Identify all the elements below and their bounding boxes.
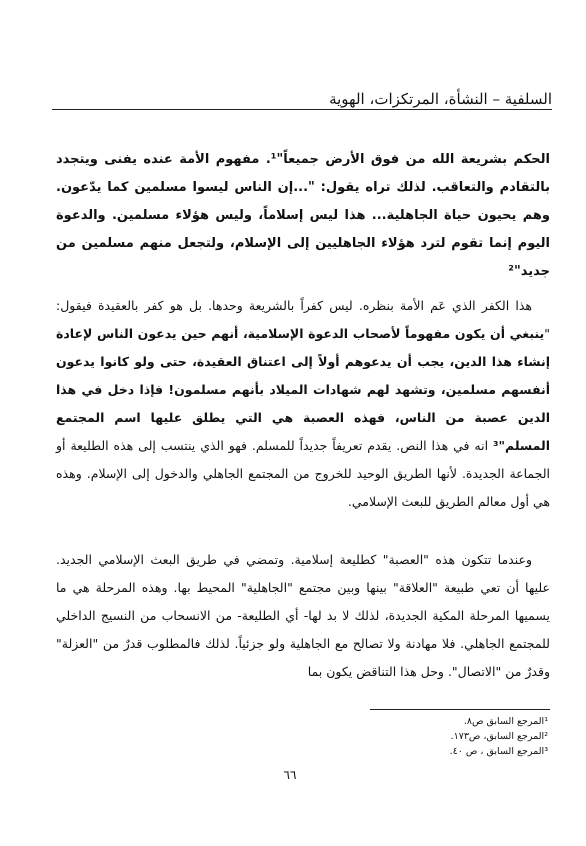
paragraph-1: الحكم بشريعة الله من فوق الأرض جميعاً"¹. مفهوم الأمة عنده يفنى ويتجدد بالتقادم والتعاقب. لذلك تراه يقول: "...إن الناس ليسوا مسلمين كما يدّعون. وهم يحيون حياة الجاهلية... هذا ليس إسلاماً، وليس هؤلاء مسلمين. والدعوة اليوم إنما تقوم لترد هؤلاء الجاهليين إلى الإسلام، ولتجعل منهم مسلمين من جديد"² — [56, 152, 550, 279]
header-rule — [52, 109, 552, 110]
page-number: ٦٦ — [283, 768, 297, 782]
paragraph-2-commentary: انه في هذا النص. يقدم تعريفاً جديداً للمسلم. فهو الذي ينتسب إلى هذه الطليعة أو الجماعة الجديدة. لأنها الطريق الوحيد للخروج من المجتمع الجاهلي والدخول إلى الإسلام. وهذه هي أول معالم الطريق للبعث الإسلامي. — [56, 438, 550, 509]
footnotes — [300, 714, 548, 759]
footnote-2: ²المرجع السابق، ص١٧٣. — [450, 731, 548, 742]
paragraph-2-quote: ينبغي أن يكون مفهوماً لأصحاب الدعوة الإسلامية، أنهم حين يدعون الناس لإعادة إنشاء هذا الدين، يجب أن يدعوهم أولاً إلى اعتناق العقيدة، حتى ولو كانوا يدعون أنفسهم مسلمين، وتشهد لهم شهادات الميلاد بأنهم مسلمون! فإذا دخل في هذا الدين عصبة من الناس، فهذه العصبة هي التي يطلق عليها اسم المجتمع المسلم"³ — [56, 326, 550, 453]
running-header: السلفية – النشأة، المرتكزات، الهوية — [329, 90, 552, 108]
paragraph-2-intro: هذا الكفر الذي عَم الأمة بنظره. ليس كفراً بالشريعة وحدها. بل هو كفر بالعقيدة فيقول: " — [56, 298, 550, 341]
footnote-1: ¹المرجع السابق ص٨. — [463, 716, 548, 727]
paragraph-3 — [56, 546, 550, 686]
footnote-rule — [370, 709, 550, 710]
footnote-3: ³المرجع السابق ، ص ٤٠. — [449, 746, 548, 757]
paragraph-2 — [56, 292, 550, 516]
paragraph-3-text: وعندما تتكون هذه "العصبة" كطليعة إسلامية. وتمضي في طريق البعث الإسلامي الجديد. عليها أن تعي طبيعة "العلاقة" بينها وبين مجتمع "الجاهلية" المحيط بها. وهذه المرحلة هي ما يسميها المرحلة المكية الجديدة، لذلك لا بد لها- أي الطليعة- من الانسحاب من النسيج الداخلي للمجتمع الجاهلي. فلا مهادنة ولا تصالح مع الجاهلية ولو جزئياً. لذلك فالمطلوب قدرٌ من "العزلة" وقدرٌ من "الاتصال". وحل هذا التناقض يكون بما — [56, 552, 550, 679]
